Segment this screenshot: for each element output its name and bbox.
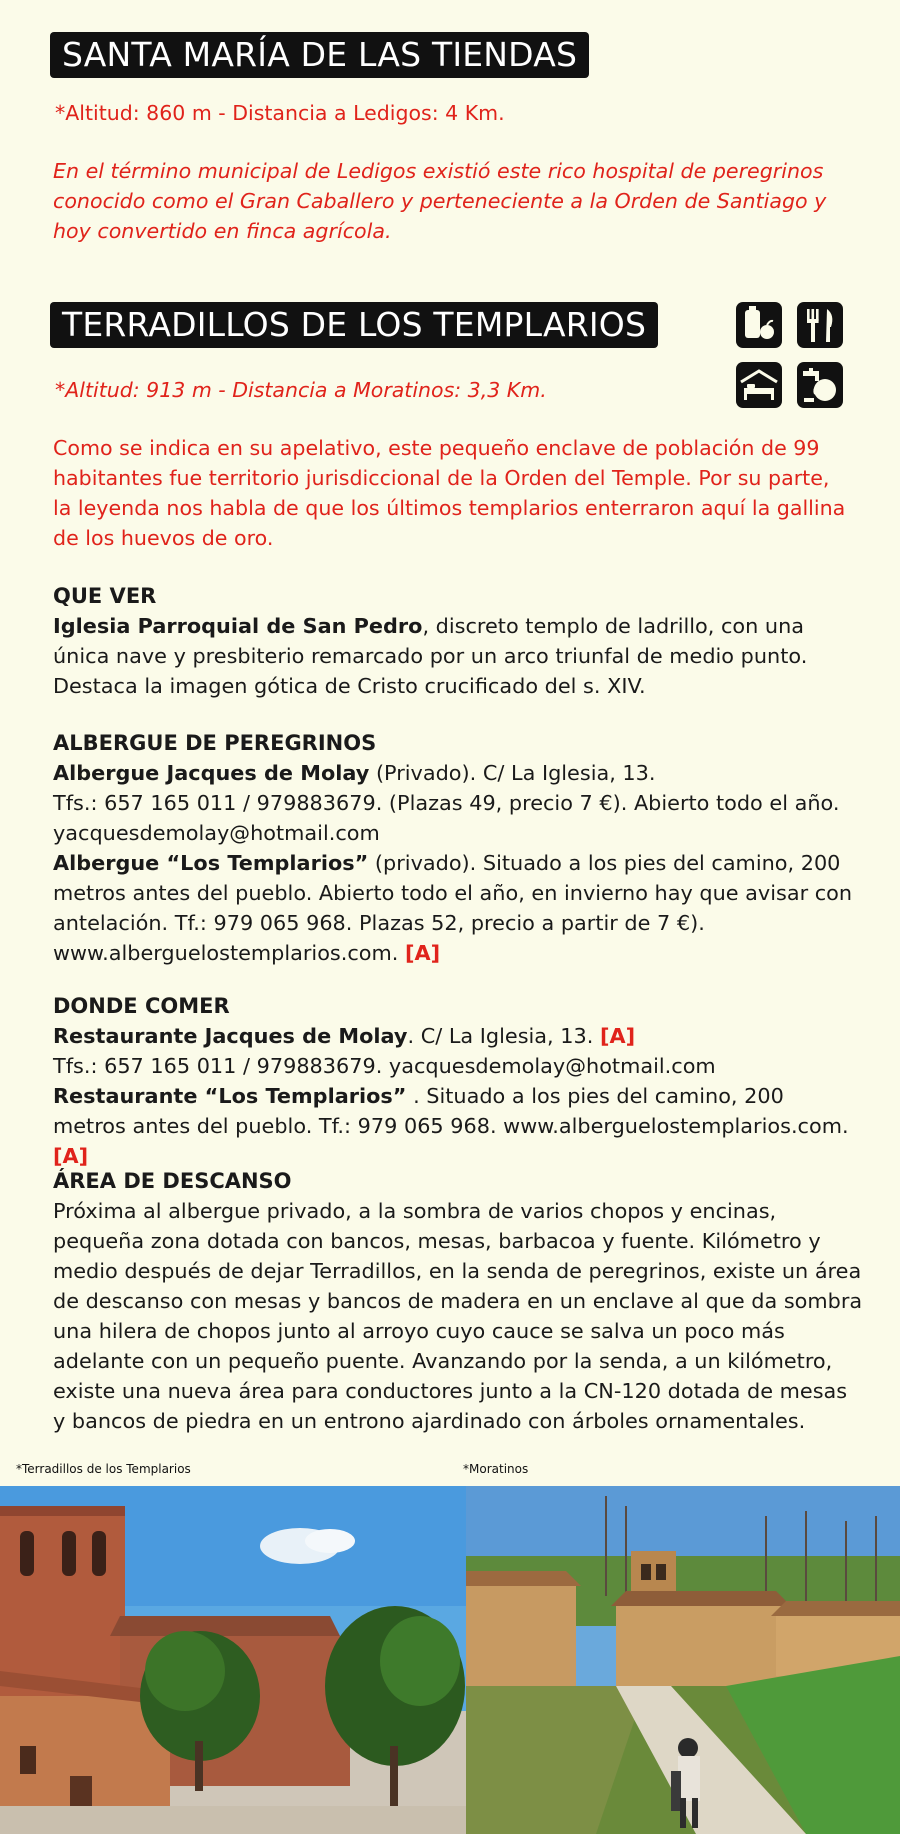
albergue-heading: ALBERGUE DE PEREGRINOS (53, 731, 377, 755)
restaurant2-map-tag: [A] (53, 1144, 89, 1168)
services-icons (736, 302, 843, 408)
church-description: , discreto templo de ladrillo, con una única nave y presbiterio remarcado por un arco triunfal de medio punto. Destaca la imagen gótica de Cristo crucificado del s. XIV. (53, 614, 808, 698)
restaurant2-details: . Situado a los pies del camino, 200 metros antes del pueblo. Tf.: 979 065 968. www.alberguelostemplarios.com. (53, 1084, 849, 1138)
water-fountain-icon (797, 362, 843, 408)
albergue1-address: (Privado). C/ La Iglesia, 13. (369, 761, 656, 785)
albergue2-text (53, 848, 863, 968)
photo-terradillos (0, 1486, 466, 1834)
albergue-section (53, 728, 863, 968)
section1-meta: *Altitud: 860 m - Distancia a Ledigos: 4 Km. (55, 101, 505, 125)
descanso-text: Próxima al albergue privado, a la sombra de varios chopos y encinas, pequeña zona dotada con bancos, mesas, barbacoa y fuente. Kilómetro y medio después de dejar Terradillos, en la senda de peregrinos, existe un área de descanso con mesas y bancos de madera en un enclave al que da sombra una hilera de chopos junto al arroyo cuyo cauce se salva un poco más adelante con un pequeño puente. Avanzando por la senda, a un kilómetro, existe una nueva área para conductores junto a la CN-120 dotada de mesas y bancos de piedra en un entrono ajardinado con árboles ornamentales. (53, 1199, 863, 1433)
descanso-heading: ÁREA DE DESCANSO (53, 1169, 292, 1193)
section-title-santa-maria: SANTA MARÍA DE LAS TIENDAS (50, 32, 589, 78)
que-ver-section (53, 581, 863, 701)
albergue1-line (53, 758, 863, 788)
restaurant1-address: . C/ La Iglesia, 13. (407, 1024, 600, 1048)
restaurant1-name: Restaurante Jacques de Molay (53, 1024, 408, 1048)
albergue1-phones: Tfs.: 657 165 011 / 979883679. (Plazas 49, precio 7 €). Abierto todo el año. (53, 791, 840, 815)
que-ver-text (53, 611, 863, 701)
restaurant2-name: Restaurante “Los Templarios” (53, 1084, 407, 1108)
restaurant1-map-tag: [A] (599, 1024, 636, 1048)
church-name: Iglesia Parroquial de San Pedro (53, 614, 423, 638)
restaurant-icon (797, 302, 843, 348)
albergue2-map-tag: [A] (405, 941, 441, 965)
section2-meta: *Altitud: 913 m - Distancia a Moratinos: 3,3 Km. (55, 378, 547, 402)
albergue1-email[interactable]: yacquesdemolay@hotmail.com (53, 821, 380, 845)
descanso-section (53, 1166, 863, 1436)
section-title-terradillos: TERRADILLOS DE LOS TEMPLARIOS (50, 302, 658, 348)
photo-caption-moratinos: *Moratinos (463, 1462, 529, 1476)
que-ver-heading: QUE VER (53, 584, 157, 608)
restaurant1-contact: Tfs.: 657 165 011 / 979883679. yacquesdemolay@hotmail.com (53, 1054, 716, 1078)
albergue2-name: Albergue “Los Templarios” (53, 851, 369, 875)
restaurant1-line (53, 1021, 863, 1051)
photo-moratinos (466, 1486, 900, 1834)
comer-heading: DONDE COMER (53, 994, 230, 1018)
shop-icon (736, 302, 782, 348)
photo-caption-terradillos: *Terradillos de los Templarios (16, 1462, 191, 1476)
comer-section (53, 991, 863, 1171)
albergue1-name: Albergue Jacques de Molay (53, 761, 370, 785)
restaurant2-text (53, 1081, 863, 1171)
section1-description: En el término municipal de Ledigos existió este rico hospital de peregrinos conocido como el Gran Caballero y perteneciente a la Orden de Santiago y hoy convertido en finca agrícola. (53, 159, 827, 243)
section2-description: Como se indica en su apelativo, este pequeño enclave de población de 99 habitantes fue territorio jurisdiccional de la Orden del Temple. Por su parte, la leyenda nos habla de que los últimos templarios enterraron aquí la gallina de los huevos de oro. (53, 436, 846, 550)
albergue2-details: (privado). Situado a los pies del camino, 200 metros antes del pueblo. Abierto todo el año, en invierno hay que avisar con antelación. Tf.: 979 065 968. Plazas 52, precio a partir de 7 €). www.alberguelostemplarios.com. (53, 851, 853, 965)
lodging-icon (736, 362, 782, 408)
